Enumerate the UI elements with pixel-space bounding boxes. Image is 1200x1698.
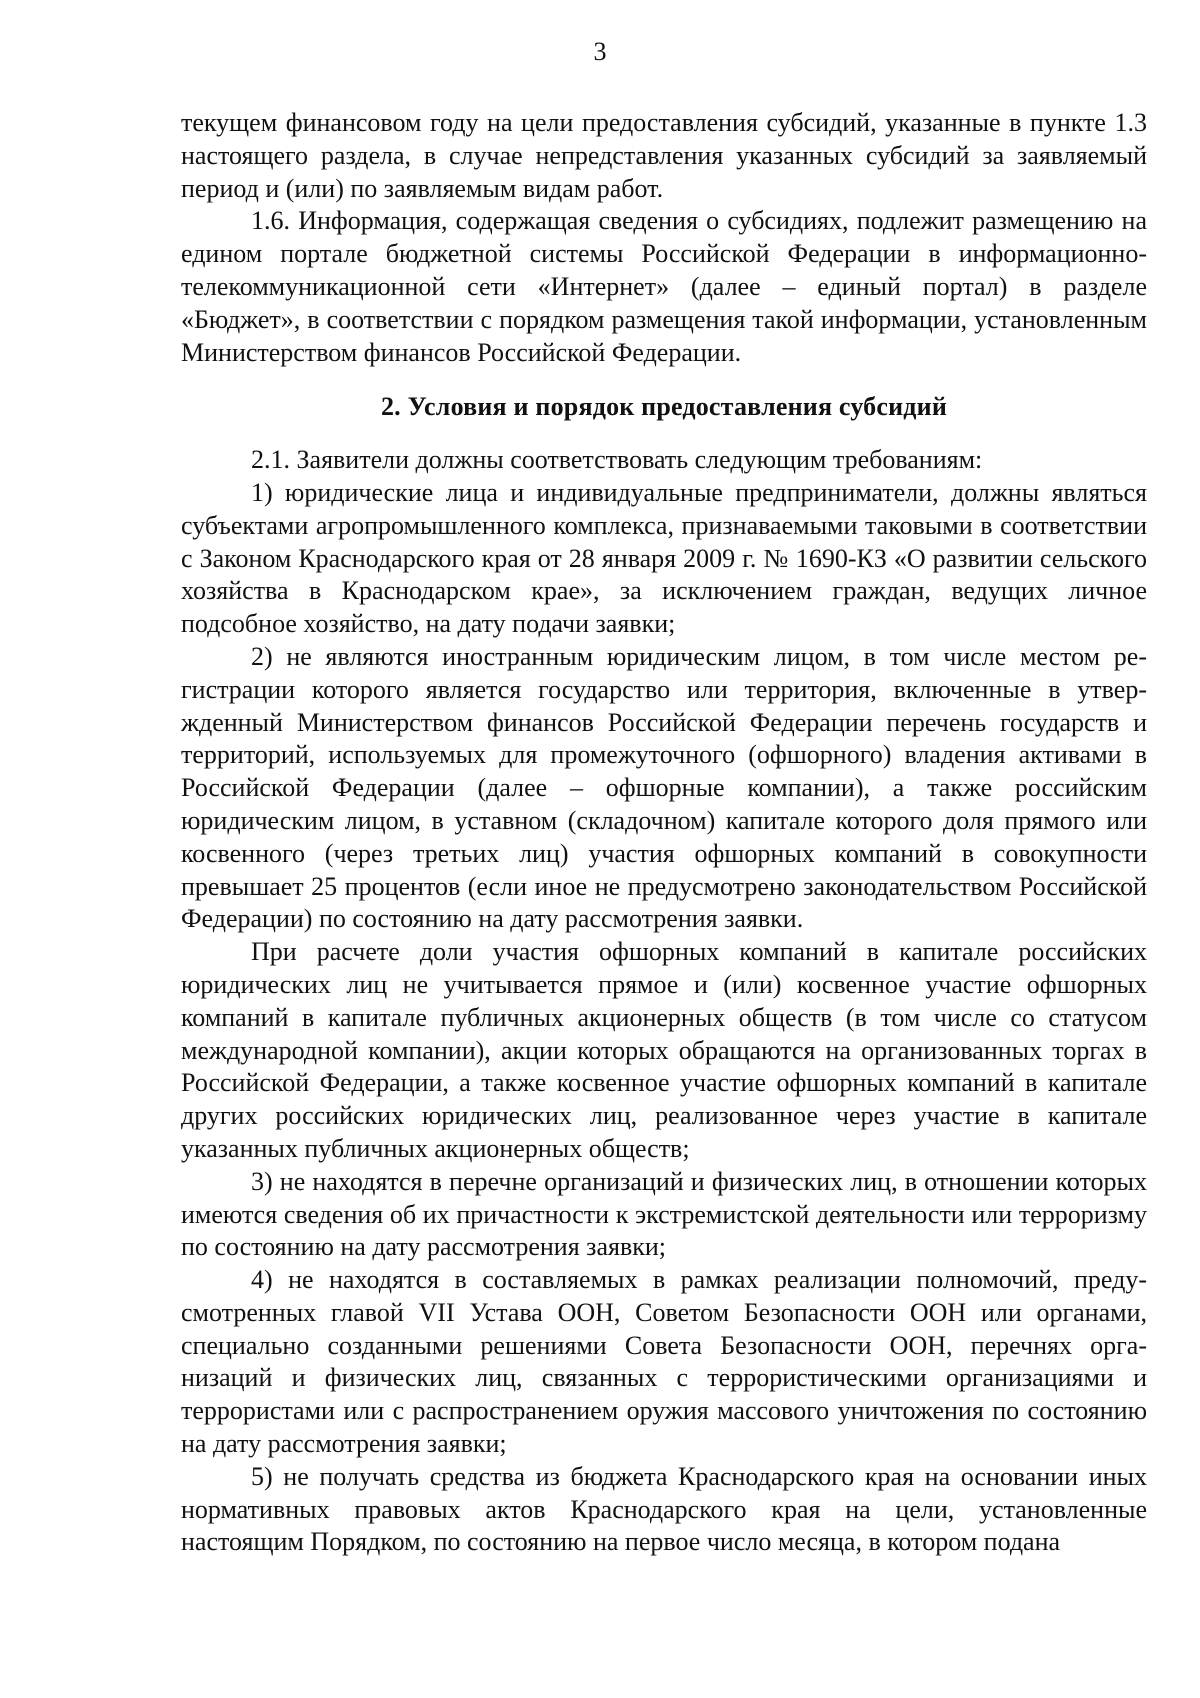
paragraph-1-6: 1.6. Информация, содержащая сведения о субсидиях, подлежит размещению на едином портале бюджетной системы Российской Федерации в информационно-телекоммуникационной сети «Интернет» (далее – единый портал) в разделе «Бюджет», в соответствии с порядком размещения такой информации, установленным Министерством финансов Российской Федерации.	[181, 206, 1147, 367]
paragraph-continuation: текущем финансовом году на цели предоставления субсидий, указанные в пункте 1.3 настоящего раздела, в случае непредставления указанных субсидий за заявляемый период и (или) по заявляемым видам работ.	[181, 108, 1147, 203]
requirement-item-5: 5) не получать средства из бюджета Краснодарского края на основании иных нормативных правовых актов Краснодарского края на цели, установленные настоящим Порядком, по состоянию на первое число месяца, в котором подана	[181, 1461, 1147, 1557]
requirement-item-3: 3) не находятся в перечне организаций и физических лиц, в отношении которых имеются сведения об их причастности к экстремистской деятельности или терроризму по состоянию на дату рассмотрения заявки;	[181, 1166, 1147, 1262]
paragraph-2-1: 2.1. Заявители должны соответствовать следующим требованиям:	[251, 445, 983, 475]
requirement-item-4: 4) не находятся в составляемых в рамках реализации полномочий, предусмотренных главой VII Устава ООН, Советом Безопасности ООН или органами, специально созданными решениями Совета Безопасности ООН, перечнях организаций и физических лиц, связанных с террористическими организациями и террористами или с распространением оружия массового уничтожения по состоянию на дату рассмотрения заявки;	[181, 1265, 1147, 1459]
document-body	[181, 107, 1147, 1559]
section-heading: 2. Условия и порядок предоставления субсидий	[380, 392, 948, 422]
page-number: 3	[593, 37, 607, 66]
requirement-item-2: 2) не являются иностранным юридическим лицом, в том числе местом регистрации которого является государство или территория, включенные в утвержденный Министерством финансов Российской Федерации перечень государств и территорий, используемых для промежуточного (офшорного) владения активами в Российской Федерации (далее – офшорные компании), а также российским юридическим лицом, в уставном (складочном) капитале которого доля прямого или косвенного (через третьих лиц) участия офшорных компаний в совокупности превышает 25 процентов (если иное не предусмотрено законодательством Российской Федерации) по состоянию на дату рассмотрения заявки.	[181, 641, 1147, 934]
requirement-item-1: 1) юридические лица и индивидуальные предприниматели, должны являться субъектами агропромышленного комплекса, признаваемыми таковыми в соответствии с Законом Краснодарского края от 28 января 2009 г. № 1690-КЗ «О развитии сельского хозяйства в Краснодарском крае», за исключением граждан, ведущих личное подсобное хозяйство, на дату подачи заявки;	[181, 477, 1147, 639]
offshore-calculation-paragraph: При расчете доли участия офшорных компаний в капитале российских юридических лиц не учитывается прямое и (или) косвенное участие офшорных компаний в капитале публичных акционерных обществ (в том числе со статусом международной компании), акции которых обращаются на организованных торгах в Российской Федерации, а также косвенное участие офшорных компаний в капитале других российских юридических лиц, реализованное через участие в капитале указанных публичных акционерных обществ;	[181, 937, 1147, 1163]
